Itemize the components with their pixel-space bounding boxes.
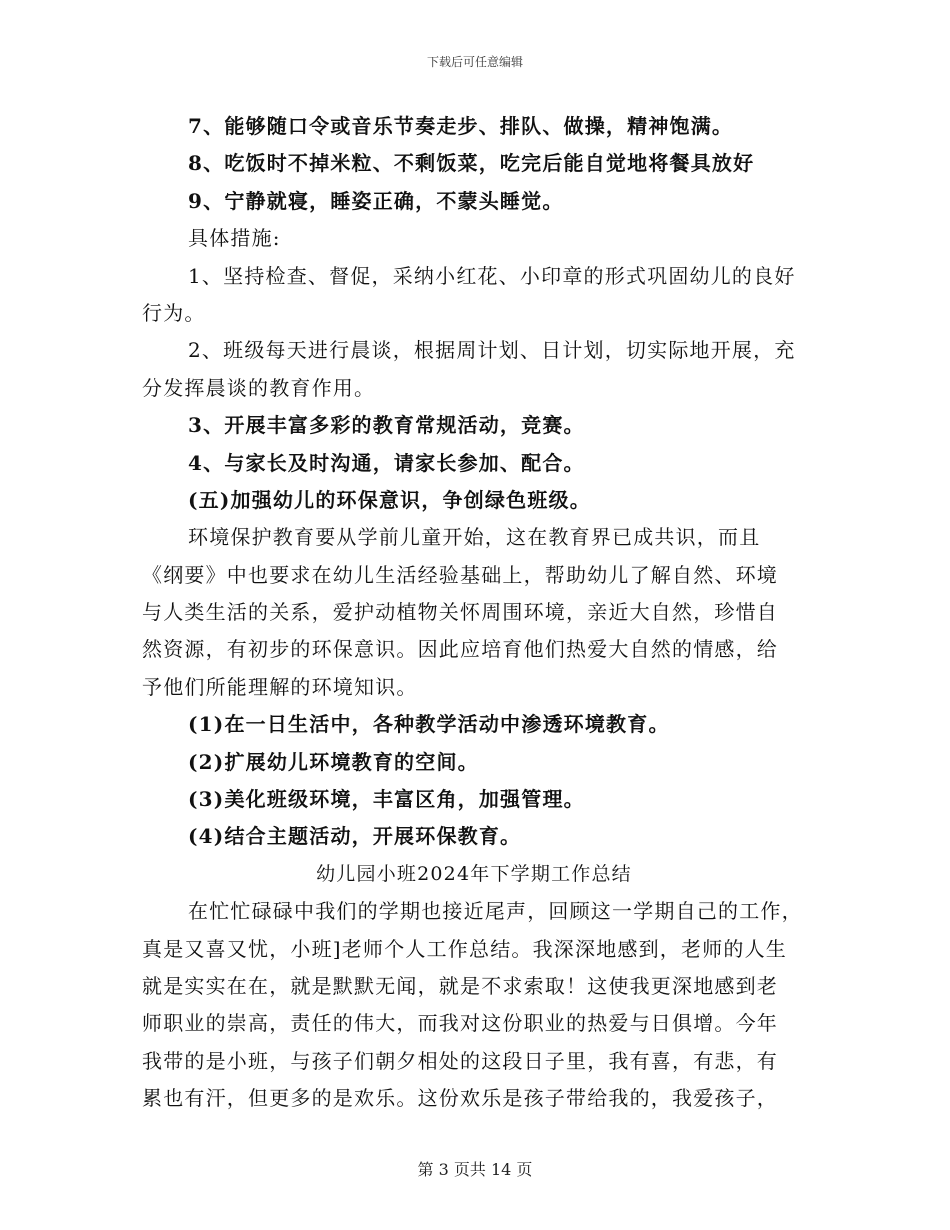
env-item-3: (3)美化班级环境，丰富区角，加强管理。 xyxy=(188,787,585,812)
env-paragraph-line-5: 予他们所能理解的环境知识。 xyxy=(142,674,418,699)
env-paragraph-line-1: 环境保护教育要从学前儿童开始，这在教育界已成共识，而且 xyxy=(188,525,761,550)
env-paragraph-line-3: 与人类生活的关系，爱护动植物关怀周围环境，亲近大自然，珍惜自 xyxy=(142,600,778,625)
goal-item-7: 7、能够随口令或音乐节奏走步、排队、做操，精神饱满。 xyxy=(188,114,734,138)
env-item-1: (1)在一日生活中，各种教学活动中渗透环境教育。 xyxy=(188,712,670,737)
goal-item-8: 8、吃饭时不掉米粒、不剩饭菜，吃完后能自觉地将餐具放好 xyxy=(188,151,755,176)
document-body xyxy=(142,108,806,1118)
summary-line-3: 就是实实在在，就是默默无闻，就是不求索取！这使我更深地感到老 xyxy=(142,973,778,998)
summary-line-4: 师职业的崇高，责任的伟大，而我对这份职业的热爱与日俱增。今年 xyxy=(142,1011,778,1036)
measure-3: 3、开展丰富多彩的教育常规活动，竞赛。 xyxy=(188,413,585,438)
measure-1-line-2: 行为。 xyxy=(142,300,206,325)
summary-line-6: 累也有汗，但更多的是欢乐。这份欢乐是孩子带给我的，我爱孩子， xyxy=(142,1086,778,1111)
env-paragraph-line-4: 然资源，有初步的环保意识。因此应培育他们热爱大自然的情感，给 xyxy=(142,637,778,662)
summary-line-1: 在忙忙碌碌中我们的学期也接近尾声，回顾这一学期自己的工作， xyxy=(188,899,803,924)
measure-1-line-1: 1、坚持检查、督促，采纳小红花、小印章的形式巩固幼儿的良好 xyxy=(188,263,796,288)
measure-2-line-1: 2、班级每天进行晨谈，根据周计划、日计划，切实际地开展，充 xyxy=(188,338,796,363)
goal-item-9: 9、宁静就寝，睡姿正确，不蒙头睡觉。 xyxy=(188,188,564,213)
env-paragraph-line-2: 《纲要》中也要求在幼儿生活经验基础上，帮助幼儿了解自然、环境 xyxy=(142,562,778,587)
env-item-2: (2)扩展幼儿环境教育的空间。 xyxy=(188,749,479,774)
page-header: 下载后可任意编辑 xyxy=(426,55,523,69)
measure-2-line-2: 分发挥晨谈的教育作用。 xyxy=(142,375,376,400)
measure-4: 4、与家长及时沟通，请家长参加、配合。 xyxy=(188,450,585,475)
env-item-4: (4)结合主题活动，开展环保教育。 xyxy=(188,824,522,849)
page-footer: 第 3 页共 14 页 xyxy=(417,1160,533,1179)
summary-line-5: 我带的是小班，与孩子们朝夕相处的这段日子里，我有喜，有悲，有 xyxy=(142,1048,778,1073)
section-five-heading: (五)加强幼儿的环保意识，争创绿色班级。 xyxy=(188,487,591,512)
summary-title: 幼儿园小班2024年下学期工作总结 xyxy=(316,862,632,885)
measures-label: 具体措施: xyxy=(188,226,281,251)
summary-line-2: 真是又喜又忧，小班]老师个人工作总结。我深深地感到，老师的人生 xyxy=(142,936,788,961)
